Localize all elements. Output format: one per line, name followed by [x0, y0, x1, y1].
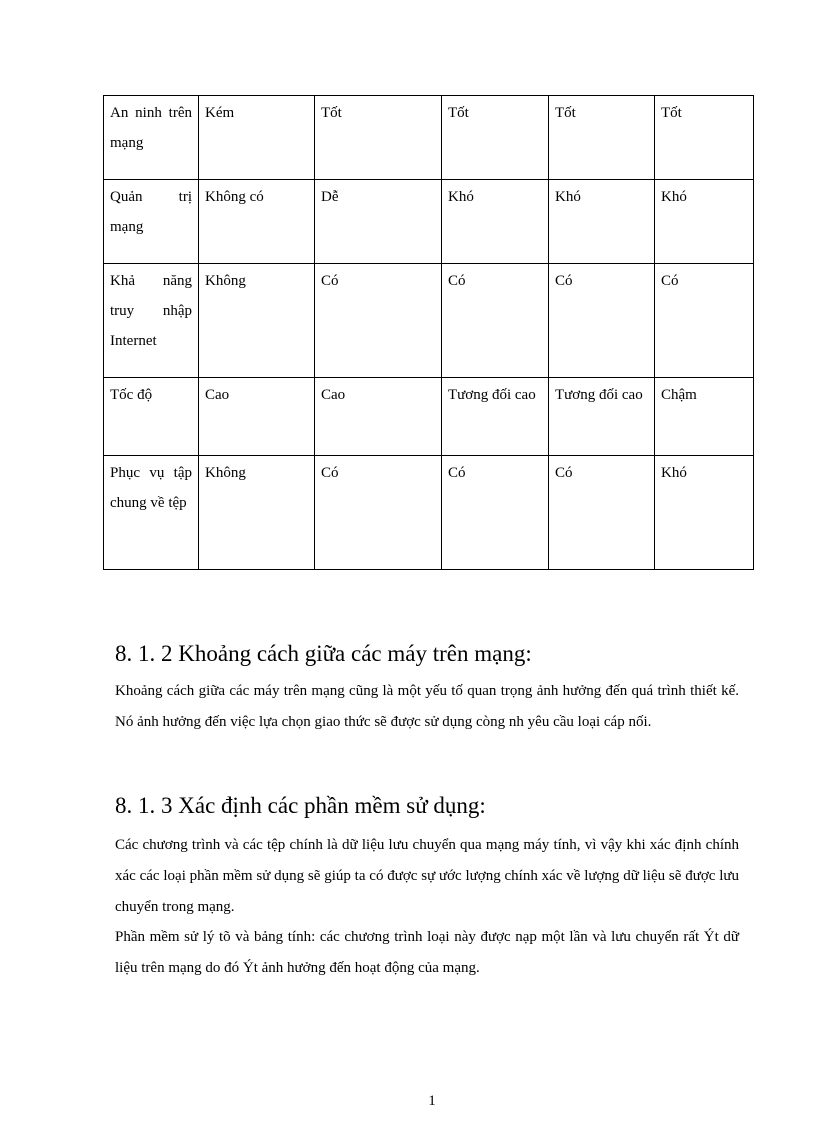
comparison-table: [103, 95, 754, 570]
table-cell: Có: [549, 456, 655, 570]
table-cell: Khó: [549, 180, 655, 264]
table-cell: Tốt: [442, 96, 549, 180]
table-cell: Tốc độ: [104, 378, 199, 456]
table-row: [104, 96, 754, 180]
table-cell: Có: [549, 264, 655, 378]
section-paragraph: Phần mềm sử lý tõ và bảng tính: các chương trình loại này được nạp một lần và lưu chuyển rất Ýt dữ liệu trên mạng do đó Ýt ảnh hưởng đến hoạt động của mạng.: [115, 929, 739, 976]
table-cell: Kém: [199, 96, 315, 180]
section-paragraph: Các chương trình và các tệp chính là dữ liệu lưu chuyển qua mạng máy tính, vì vậy khi xác định chính xác các loại phần mềm sử dụng sẽ giúp ta có được sự ước lượng chính xác về lượng dữ liệu sẽ được lưu chuyển trong mạng.: [115, 837, 739, 915]
section-heading: 8. 1. 3 Xác định các phần mềm sử dụng:: [115, 793, 486, 818]
table-cell: Khó: [442, 180, 549, 264]
table-cell: An ninh trên mạng: [104, 96, 199, 180]
table-cell: Tốt: [549, 96, 655, 180]
table-cell: Tốt: [315, 96, 442, 180]
section-paragraph: Khoảng cách giữa các máy trên mạng cũng là một yếu tố quan trọng ảnh hưởng đến quá trình thiết kế. Nó ảnh hưởng đến việc lựa chọn giao thức sẽ được sử dụng còng nh yêu cầu loại cáp nối.: [115, 683, 739, 730]
table-cell: Chậm: [655, 378, 754, 456]
table-cell: Có: [315, 456, 442, 570]
page-number: 1: [428, 1093, 436, 1109]
table-cell: Phục vụ tập chung về tệp: [104, 456, 199, 570]
table-row: [104, 264, 754, 378]
table-cell: Có: [442, 264, 549, 378]
table-cell: Có: [442, 456, 549, 570]
table-cell: Không: [199, 264, 315, 378]
table-row: [104, 456, 754, 570]
table-cell: Không có: [199, 180, 315, 264]
table-cell: Dễ: [315, 180, 442, 264]
table-cell: Khó: [655, 456, 754, 570]
table-cell: Có: [315, 264, 442, 378]
table-cell: Cao: [199, 378, 315, 456]
section-heading: 8. 1. 2 Khoảng cách giữa các máy trên mạng:: [115, 641, 532, 666]
table-cell: Tương đối cao: [442, 378, 549, 456]
table-row: [104, 378, 754, 456]
table-cell: Cao: [315, 378, 442, 456]
table-cell: Quản trị mạng: [104, 180, 199, 264]
table-row: [104, 180, 754, 264]
table-cell: Khó: [655, 180, 754, 264]
table-cell: Khả năng truy nhập Internet: [104, 264, 199, 378]
table-cell: Tương đối cao: [549, 378, 655, 456]
table-cell: Tốt: [655, 96, 754, 180]
table-cell: Không: [199, 456, 315, 570]
table-cell: Có: [655, 264, 754, 378]
